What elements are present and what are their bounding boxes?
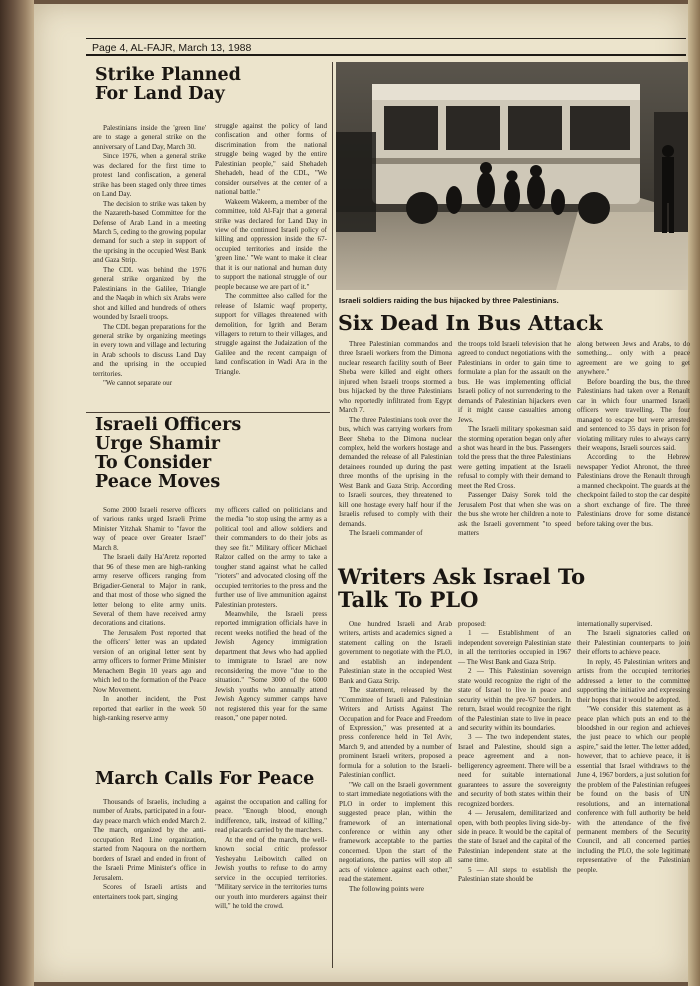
paragraph: the troops told Israeli television that he agreed to conduct negotiations with the Palestinians in order to gain time to formulate a plan for the assault on the bus. He was implementing official Israeli policy of not surrendering to the demands of Palestinian hijackers even if it might cause casualties among Jews. [458,340,571,424]
strike-column-2 [215,122,327,410]
paragraph: "We consider this statement as a peace plan which puts an end to the bloodshed in our region and achieves the just peace to which our people aspire," said the letter. The letter added, however, that to achieve peace, it is essential that Israel withdraws to the June 4, 1967 borders, a just solution for the problem of the Palestinian refugees be found on the basis of UN resolutions, and an international conference with full authority be held with the attendance of the five permanent members of the Security Council, and all concerned parties including the PLO, the sole legitimate representative of the Palestinian people. [577,705,690,874]
writers-column-2 [458,620,571,968]
paragraph: Passenger Daisy Sorek told the Jerusalem Post that when she was on the bus she wrote her children a note to ask the Israeli government "to speed matters [458,491,571,538]
paragraph: Wakeem Wakeem, a member of the committee, told Al-Fajr that a general strike was declared for Land Day in view of the continued Israeli policy of killing and oppression inside the 67-occupied territories and inside the 'green line.' "We want to make it clear that it is our national and human duty to support the national struggle of our people because we are part of it." [215,197,327,291]
paragraph: Some 2000 Israeli reserve officers of various ranks urged Israeli Prime Minister Yitzhak Shamir to "favor the way of peace over Greater Israel" March 8. [93,506,206,552]
paragraph: proposed: [458,620,486,628]
page-header: Page 4, AL-FAJR, March 13, 1988 [92,42,252,54]
paragraph: "We cannot separate our [103,379,173,388]
paragraph: The Israeli signatories called on their Palestinian counterparts to join their efforts to achieve peace. [577,629,690,657]
header-rule-bottom [86,54,686,56]
paragraph: Palestinians inside the 'green line' are to stage a general strike on the anniversary of Land Day, March 30. [93,124,206,151]
paragraph: against the occupation and calling for peace. "Enough blood, enough indifference, talk, instead of killing," read placards carried by the marchers. [215,798,327,835]
paragraph: 1 — Establishment of an independent sovereign Palestinian state in all the territories occupied in 1967 — The West Bank and Gaza Strip. [458,629,571,666]
bus-photo-illustration [336,62,688,290]
paragraph: The statement, released by the "Committee of Israeli and Palestinian Writers and Artists Against The Occupation and for Peace and Freedom of Expression," was presented at a press conference held in Tel Aviv, March 9, and attended by a number of prominent Israeli writers, proposed a formula for a solution to the Israeli-Palestinian conflict. [339,686,452,780]
paragraph: The CDL began preparations for the general strike by organizing meetings in every town and village and lecturing in Arab schools to discuss Land Day and the uprising in the occupied territories. [93,322,206,378]
photo-caption: Israeli soldiers raiding the bus hijacked by three Palestinians. [339,296,559,305]
headline-writers: Writers Ask Israel To Talk To PLO [338,564,586,612]
bus-column-2 [458,340,571,554]
writers-column-3 [577,620,690,968]
paragraph: "We call on the Israeli government to start immediate negotiations with the PLO in order to implement this suggested peace plan, within the framework of an international conference or within any other framework acceptable to the parties concerned. Upon the start of the negotiations, the parties will stop all acts of violence against each other," read the statement. [339,780,452,884]
paragraph: 3 — The two independent states, Israel and Palestine, should sign a peace agreement and a non-belligerency agreement. There will be a need for suitable international guarantees to assure the sovereignty and security of both states within their recognized borders. [458,733,571,808]
book-binding [0,0,34,986]
paragraph: Scores of Israeli artists and entertainers took part, singing [93,883,206,901]
bus-raid-photo [336,62,688,290]
headline-march: March Calls For Peace [95,769,315,789]
paragraph: At the end of the march, the well-known social critic professor Yesheyahu Leibowitch called on Jewish youths to refuse to do army service in the occupied territories. "Military service in the territories turns our youth into murderers against their will," he told the crowd. [215,835,327,910]
paragraph: The decision to strike was taken by the Nazareth-based Committee for the Defense of Arab Land in a meeting March 5, ceding to the growing popular demand for such a step in support of the uprising in the occupied West Bank and Gaza Strip. [93,199,206,265]
column-rule [332,62,333,968]
paragraph: The Israeli daily Ha'Aretz reported that 96 of these men are high-ranking army reserve officers ranging from Brigadier-General to Major in rank, and that most of those who signed the letter belong to elite army units. Several of them have received army decorations and citations. [93,553,206,628]
paragraph: The Israeli commander of [349,529,423,538]
paragraph: The Jerusalem Post reported that the officers' letter was an updated version of an original letter sent by army officers to former Prime Minister Menachem Begin 10 years ago and which led to the formation of the Peace Now Movement. [93,628,206,694]
paragraph: The CDL was behind the 1976 general strike organized by the Palestinians in the Galilee, Triangle and the Naqab in which six Arabs were shot and killed and hundreds of others wounded by Israeli troops. [93,265,206,322]
paragraph: Meanwhile, the Israeli press reported immigration officials have in recent weeks notified the head of the Jewish Agency immigration department that Jews who had applied to immigrate to Israel are now reconsidering the move "due to the situation." "Some 3000 of the 6000 Jewish youths who annually attend Jewish Agency summer camps have not registered this year for the same reason," one paper noted. [215,609,327,722]
headline-bus: Six Dead In Bus Attack [338,311,603,335]
paragraph: 5 — All steps to establish the Palestinian state should be [458,865,571,884]
paragraph: Before boarding the bus, the three Palestinians had taken over a Renault car in which four unarmed Israeli officers were travelling. The four managed to escape but were arrested and sentenced to 35 days in prison for violating military rules to always carry their weapons, Israeli sources said. [577,377,690,452]
officers-column-2 [215,506,327,770]
paragraph: struggle against the policy of land confiscation and other forms of discrimination from the national struggle being waged by the entire Palestinian people," said Shehadeh Shehadeh, head of the CDL, "We consider ourselves at the center of a national battle." [215,122,327,197]
paragraph: my officers called on politicians and the media "to stop using the army as a political tool and allow soldiers and their commanders to do their jobs as they see fit." Military officer Michael Ralzor called on the army to take a tougher stand against what he called "rioters" and advocated closing off the occupied territories to the press and the further use of live ammunition against Palestinian protesters. [215,506,327,609]
paragraph: One hundred Israeli and Arab writers, artists and academics signed a statement calling on the Israeli government to negotiate with the PLO, and establish an independent Palestinian state in the occupied West Bank and Gaza Strip. [339,620,452,685]
paragraph: The three Palestinians took over the bus, which was carrying workers from Beer Sheba to the Dimona nuclear complex, held the workers hostage and demanded the release of all Palestinian detainees rounded up during the past three months of the uprising in the West Bank and Gaza Strip. According to Israeli sources, they threatened to kill one hostage every half hour if the Israelis refused to comply with their demands. [339,415,452,528]
bus-column-3 [577,340,690,554]
section-divider [86,412,330,413]
paragraph: The following points were [349,884,425,893]
march-column-1 [93,798,206,968]
paragraph: The committee also called for the release of Islamic waqf property, support for villages threatened with demolition, for Igrith and Beram villagers to return to their villages, and struggle against the Judaization of the Galilee and the recent campaign of land confiscation in Wadi Ara in the Triangle. [215,292,327,376]
paragraph: According to the Hebrew newspaper Yediot Ahronot, the three Palestinians drove the Renault through a manned checkpoint. The guards at the checkpoint failed to stop the car despite a short exchange of fire. The three Palestinians drove for some distance before taking over the bus. [577,453,690,528]
paragraph: 2 — This Palestinian sovereign state would recognize the right of the state of Israel to live in peace and security within the pre-'67 borders. In return, Israel would recognize the right of the Palestinian state to live in peace and security within its boundaries. [458,667,571,732]
march-column-2 [215,798,327,968]
writers-column-1 [339,620,452,968]
paragraph: 4 — Jerusalem, demilitarized and open, with both peoples living side-by-side in peace. It would be the capital of the state of Israel and the capital of the Palestinian independent state at the same time. [458,809,571,865]
paragraph: In another incident, the Post reported that earlier in the week 50 high-ranking reserve army [93,695,206,722]
paragraph: Since 1976, when a general strike was declared for the first time to protest land confiscation, a general strike has been staged only three times on Land Day. [93,152,206,199]
paragraph: Three Palestinian commandos and three Israeli workers from the Dimona nuclear research facility south of Beer Sheba were killed and eight others injured when Israeli troops stormed a bus hijacked by the three Palestinians who reportedly infiltrated from Egypt March 7. [339,340,452,415]
paragraph: In reply, 45 Palestinian writers and artists from the occupied territories addressed a letter to the committee supporting the initiative and expressing their hopes that it would be adopted. [577,657,690,704]
headline-strike: Strike Planned For Land Day [95,65,241,104]
header-rule-top [86,38,686,39]
officers-column-1 [93,506,206,770]
headline-officers: Israeli Officers Urge Shamir To Consider Peace Moves [95,415,242,492]
bus-column-1 [339,340,452,554]
paragraph: Thousands of Israelis, including a number of Arabs, participated in a four-day peace march which ended March 2. The march, organized by the anti-occupation Red Line organization, started from Naqoura on the northern borders of Israel and ended in front of the Israeli Prime Minister's office in Jerusalem. [93,798,206,882]
strike-column-1 [93,124,206,410]
paragraph: internationally supervised. [577,620,653,628]
paragraph: along between Jews and Arabs, to do something... only with a peace agreement are we going to get anywhere." [577,340,690,377]
paragraph: The Israeli military spokesman said the storming operation began only after a shot was heard in the bus. Passengers told the press that the three Palestinians were getting impatient at the Israeli refusal to comply with their demand to meet the Red Cross. [458,425,571,490]
